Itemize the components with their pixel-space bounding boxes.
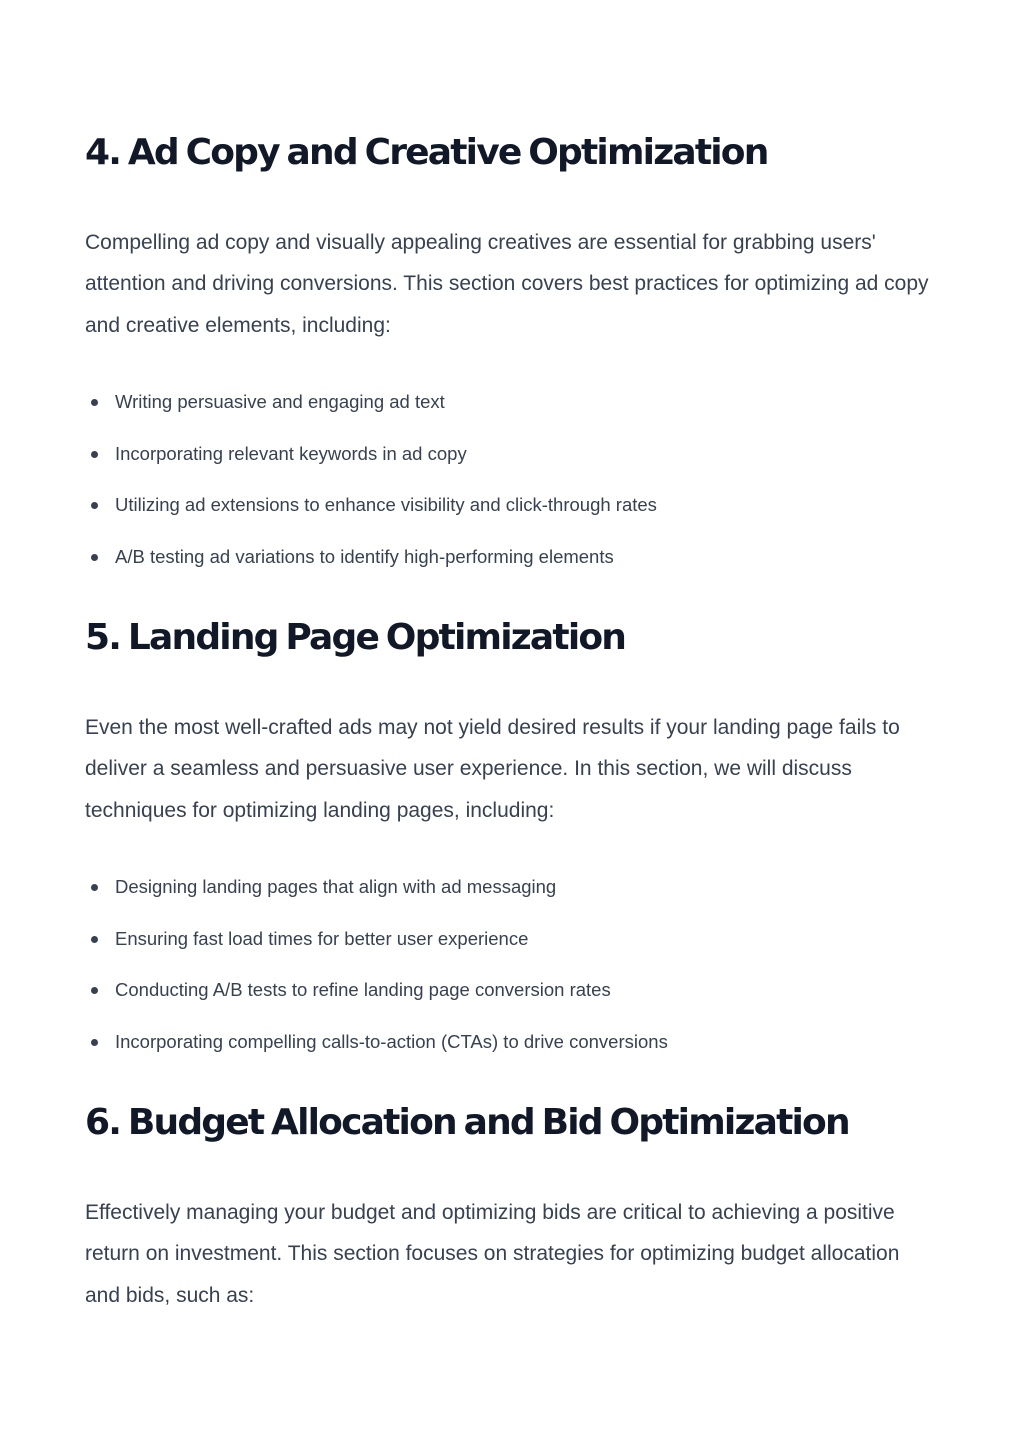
bullet-icon: [91, 502, 98, 509]
list-item: [85, 928, 945, 980]
section-heading-budget: 6. Budget Allocation and Bid Optimization: [85, 1102, 849, 1143]
section-paragraph-ad-copy: Compelling ad copy and visually appealing creatives are essential for grabbing users' attention and driving conversions. This section covers best practices for optimizing ad copy and creative elements, including:: [85, 231, 929, 337]
list-item-text: Utilizing ad extensions to enhance visibility and click-through rates: [115, 494, 657, 516]
section-heading-landing-page: 5. Landing Page Optimization: [85, 617, 626, 658]
bullet-list-ad-copy: [85, 391, 945, 598]
list-item-text: Conducting A/B tests to refine landing page conversion rates: [115, 979, 611, 1001]
list-item-text: Incorporating compelling calls-to-action (CTAs) to drive conversions: [115, 1031, 668, 1053]
section-paragraph-landing-page: Even the most well-crafted ads may not yield desired results if your landing page fails to deliver a seamless and persuasive user experience. In this section, we will discuss techniques for optimizing landing pages, including:: [85, 716, 900, 822]
bullet-icon: [91, 399, 98, 406]
list-item: [85, 391, 945, 443]
list-item: [85, 443, 945, 495]
bullet-icon: [91, 451, 98, 458]
list-item: [85, 979, 945, 1031]
list-item: [85, 1031, 945, 1083]
section-paragraph-budget: Effectively managing your budget and optimizing bids are critical to achieving a positive return on investment. This section focuses on strategies for optimizing budget allocation and bids, such as:: [85, 1201, 900, 1307]
bullet-list-landing-page: [85, 876, 945, 1083]
list-item-text: Incorporating relevant keywords in ad copy: [115, 442, 467, 464]
list-item: [85, 876, 945, 928]
bullet-icon: [91, 1039, 98, 1046]
list-item-text: A/B testing ad variations to identify high-performing elements: [115, 546, 614, 568]
bullet-icon: [91, 987, 98, 994]
bullet-icon: [91, 884, 98, 891]
bullet-icon: [91, 554, 98, 561]
list-item-text: Designing landing pages that align with ad messaging: [115, 876, 557, 897]
bullet-icon: [91, 936, 98, 943]
list-item-text: Writing persuasive and engaging ad text: [115, 391, 445, 412]
section-heading-ad-copy: 4. Ad Copy and Creative Optimization: [85, 132, 768, 173]
list-item-text: Ensuring fast load times for better user experience: [115, 927, 529, 949]
list-item: [85, 494, 945, 546]
list-item: [85, 546, 945, 598]
